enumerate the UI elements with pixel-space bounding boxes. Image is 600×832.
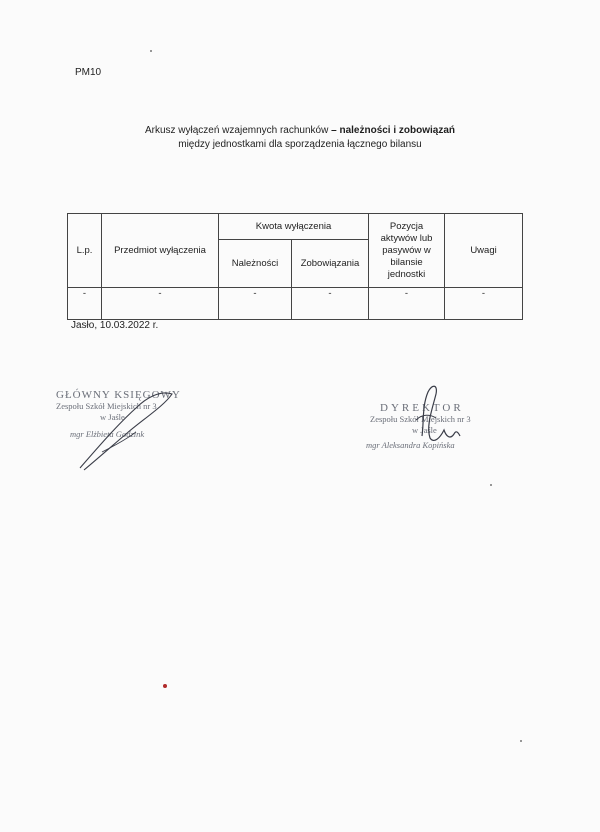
cell-liabilities: - xyxy=(292,288,369,320)
paper-speck xyxy=(520,740,522,742)
stamp-right-city: w Jaśle xyxy=(412,425,437,435)
stamp-left-title: GŁÓWNY KSIĘGOWY xyxy=(56,389,181,401)
title-regular: Arkusz wyłączeń wzajemnych rachunków xyxy=(144,125,329,136)
stamp-left-name: mgr Elżbieta Godzink xyxy=(70,429,145,439)
stamp-left-org: Zespołu Szkół Miejskich nr 3 xyxy=(56,401,157,411)
header-position: Pozycja aktywów lub pasywów w bilansie jednostki xyxy=(369,214,445,288)
title-line2: między jednostkami dla sporządzenia łącznego bilansu xyxy=(178,139,422,150)
paper-speck xyxy=(490,484,492,486)
cell-receivables: - xyxy=(219,288,292,320)
cell-lp: - xyxy=(68,288,102,320)
stamp-left-city: w Jaśle xyxy=(100,412,125,422)
place-date: Jasło, 10.03.2022 r. xyxy=(71,320,159,331)
title-bold: – należności i zobowiązań xyxy=(328,125,456,136)
cell-subject: - xyxy=(102,288,219,320)
paper-speck xyxy=(150,50,152,52)
document-title xyxy=(0,124,600,152)
stamp-right-org: Zespołu Szkół Miejskich nr 3 xyxy=(370,414,471,424)
header-amount: Kwota wyłączenia xyxy=(219,214,369,240)
director-signature xyxy=(410,380,470,450)
header-receivables: Należności xyxy=(219,240,292,288)
chief-accountant-signature xyxy=(72,386,182,476)
header-lp: L.p. xyxy=(68,214,102,288)
cell-notes: - xyxy=(445,288,523,320)
document-code: PM10 xyxy=(75,67,102,78)
cell-position: - xyxy=(369,288,445,320)
ink-dot xyxy=(163,684,167,688)
header-liabilities: Zobowiązania xyxy=(292,240,369,288)
elimination-table xyxy=(67,213,523,320)
table-row xyxy=(68,288,523,320)
stamp-right-name: mgr Aleksandra Kopińska xyxy=(366,440,455,450)
header-notes: Uwagi xyxy=(445,214,523,288)
stamp-right-title: DYREKTOR xyxy=(380,402,464,414)
header-subject: Przedmiot wyłączenia xyxy=(102,214,219,288)
